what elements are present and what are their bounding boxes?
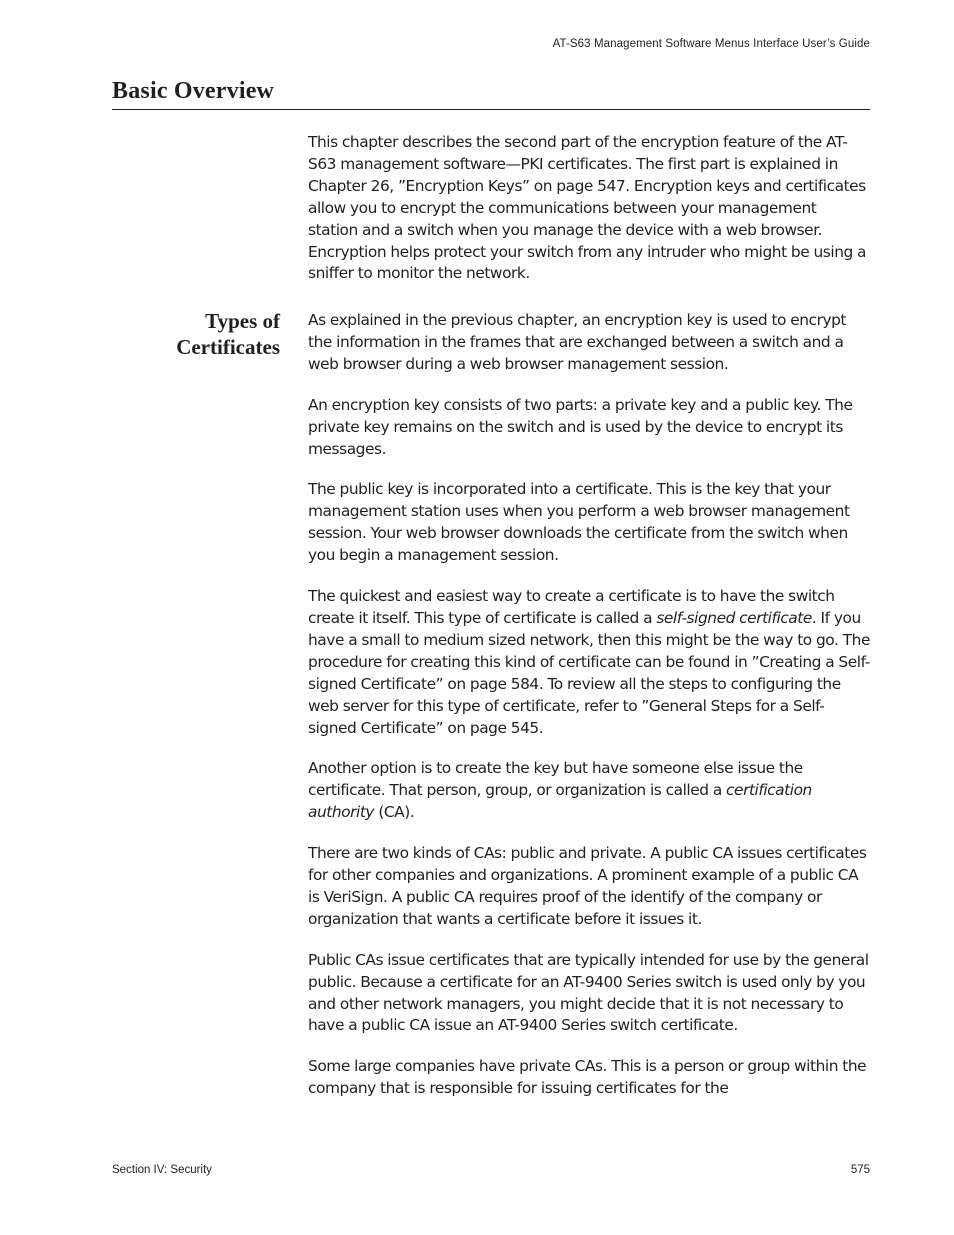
types-paragraph-8: Some large companies have private CAs. This is a person or group within the company that is responsible for issuing certificates for the bbox=[308, 1057, 867, 1098]
side-heading-line-1: Types of bbox=[205, 309, 280, 333]
p4-text-b: . If you have a small to medium sized network, then this might be the way to go. The procedure for creating this kind of certificate can be found in ”Creating a Self-signed Certificate” on page 584. To review all the steps to configuring the web server for this type of certificate, refer to ”General Steps for a Self-signed Certificate” on page 545. bbox=[308, 608, 870, 737]
types-of-certificates-heading bbox=[176, 308, 280, 360]
types-paragraph-5 bbox=[308, 758, 870, 824]
p4-emphasis: self-signed certificate bbox=[656, 608, 812, 627]
types-paragraph-6: There are two kinds of CAs: public and private. A public CA issues certificates for other companies and organizations. A prominent example of a public CA is VeriSign. A public CA requires proof of the identify of the company or organization that wants a certificate before it issues it. bbox=[308, 844, 867, 928]
p5-text-b: (CA). bbox=[374, 803, 415, 822]
running-header: AT-S63 Management Software Menus Interface User’s Guide bbox=[552, 38, 870, 50]
section-title: Basic Overview bbox=[112, 78, 275, 104]
types-section bbox=[308, 310, 870, 1119]
types-paragraph-2: An encryption key consists of two parts: a private key and a public key. The private key remains on the switch and is used by the device to encrypt its messages. bbox=[308, 395, 853, 458]
title-rule bbox=[112, 109, 870, 110]
types-paragraph-7: Public CAs issue certificates that are typically intended for use by the general public. Because a certificate for an AT-9400 Series switch is used only by you and other network managers, you might decide that it is not necessary to have a public CA issue an AT-9400 Series switch certificate. bbox=[308, 950, 869, 1035]
types-paragraph-1: As explained in the previous chapter, an encryption key is used to encrypt the information in the frames that are exchanged between a switch and a web browser during a web browser management session. bbox=[308, 311, 847, 373]
footer-page-number: 575 bbox=[850, 1164, 870, 1176]
types-paragraph-3: The public key is incorporated into a certificate. This is the key that your management station uses when you perform a web browser management session. Your web browser downloads the certificate from the switch when you begin a management session. bbox=[308, 480, 850, 565]
p5-text-a: Another option is to create the key but have someone else issue the certificate. That person, group, or organization is called a bbox=[308, 759, 803, 800]
side-heading-line-2: Certificates bbox=[176, 335, 280, 359]
intro-paragraph: This chapter describes the second part of the encryption feature of the AT-S63 management software—PKI certificates. The first part is explained in Chapter 26, ”Encryption Keys” on page 547. Encryption keys and certificates allow you to encrypt the communications between your management station and a switch when you manage the device with a web browser. Encryption helps protect your switch from any intruder who might be using a sniffer to monitor the network. bbox=[308, 133, 867, 283]
p4-text-a: The quickest and easiest way to create a certificate is to have the switch create it itself. This type of certificate is called a bbox=[308, 587, 835, 627]
types-paragraph-4 bbox=[308, 586, 870, 739]
intro-section bbox=[308, 132, 870, 304]
p5-emphasis: certification authority bbox=[308, 781, 812, 822]
footer-section-label: Section IV: Security bbox=[112, 1164, 212, 1176]
